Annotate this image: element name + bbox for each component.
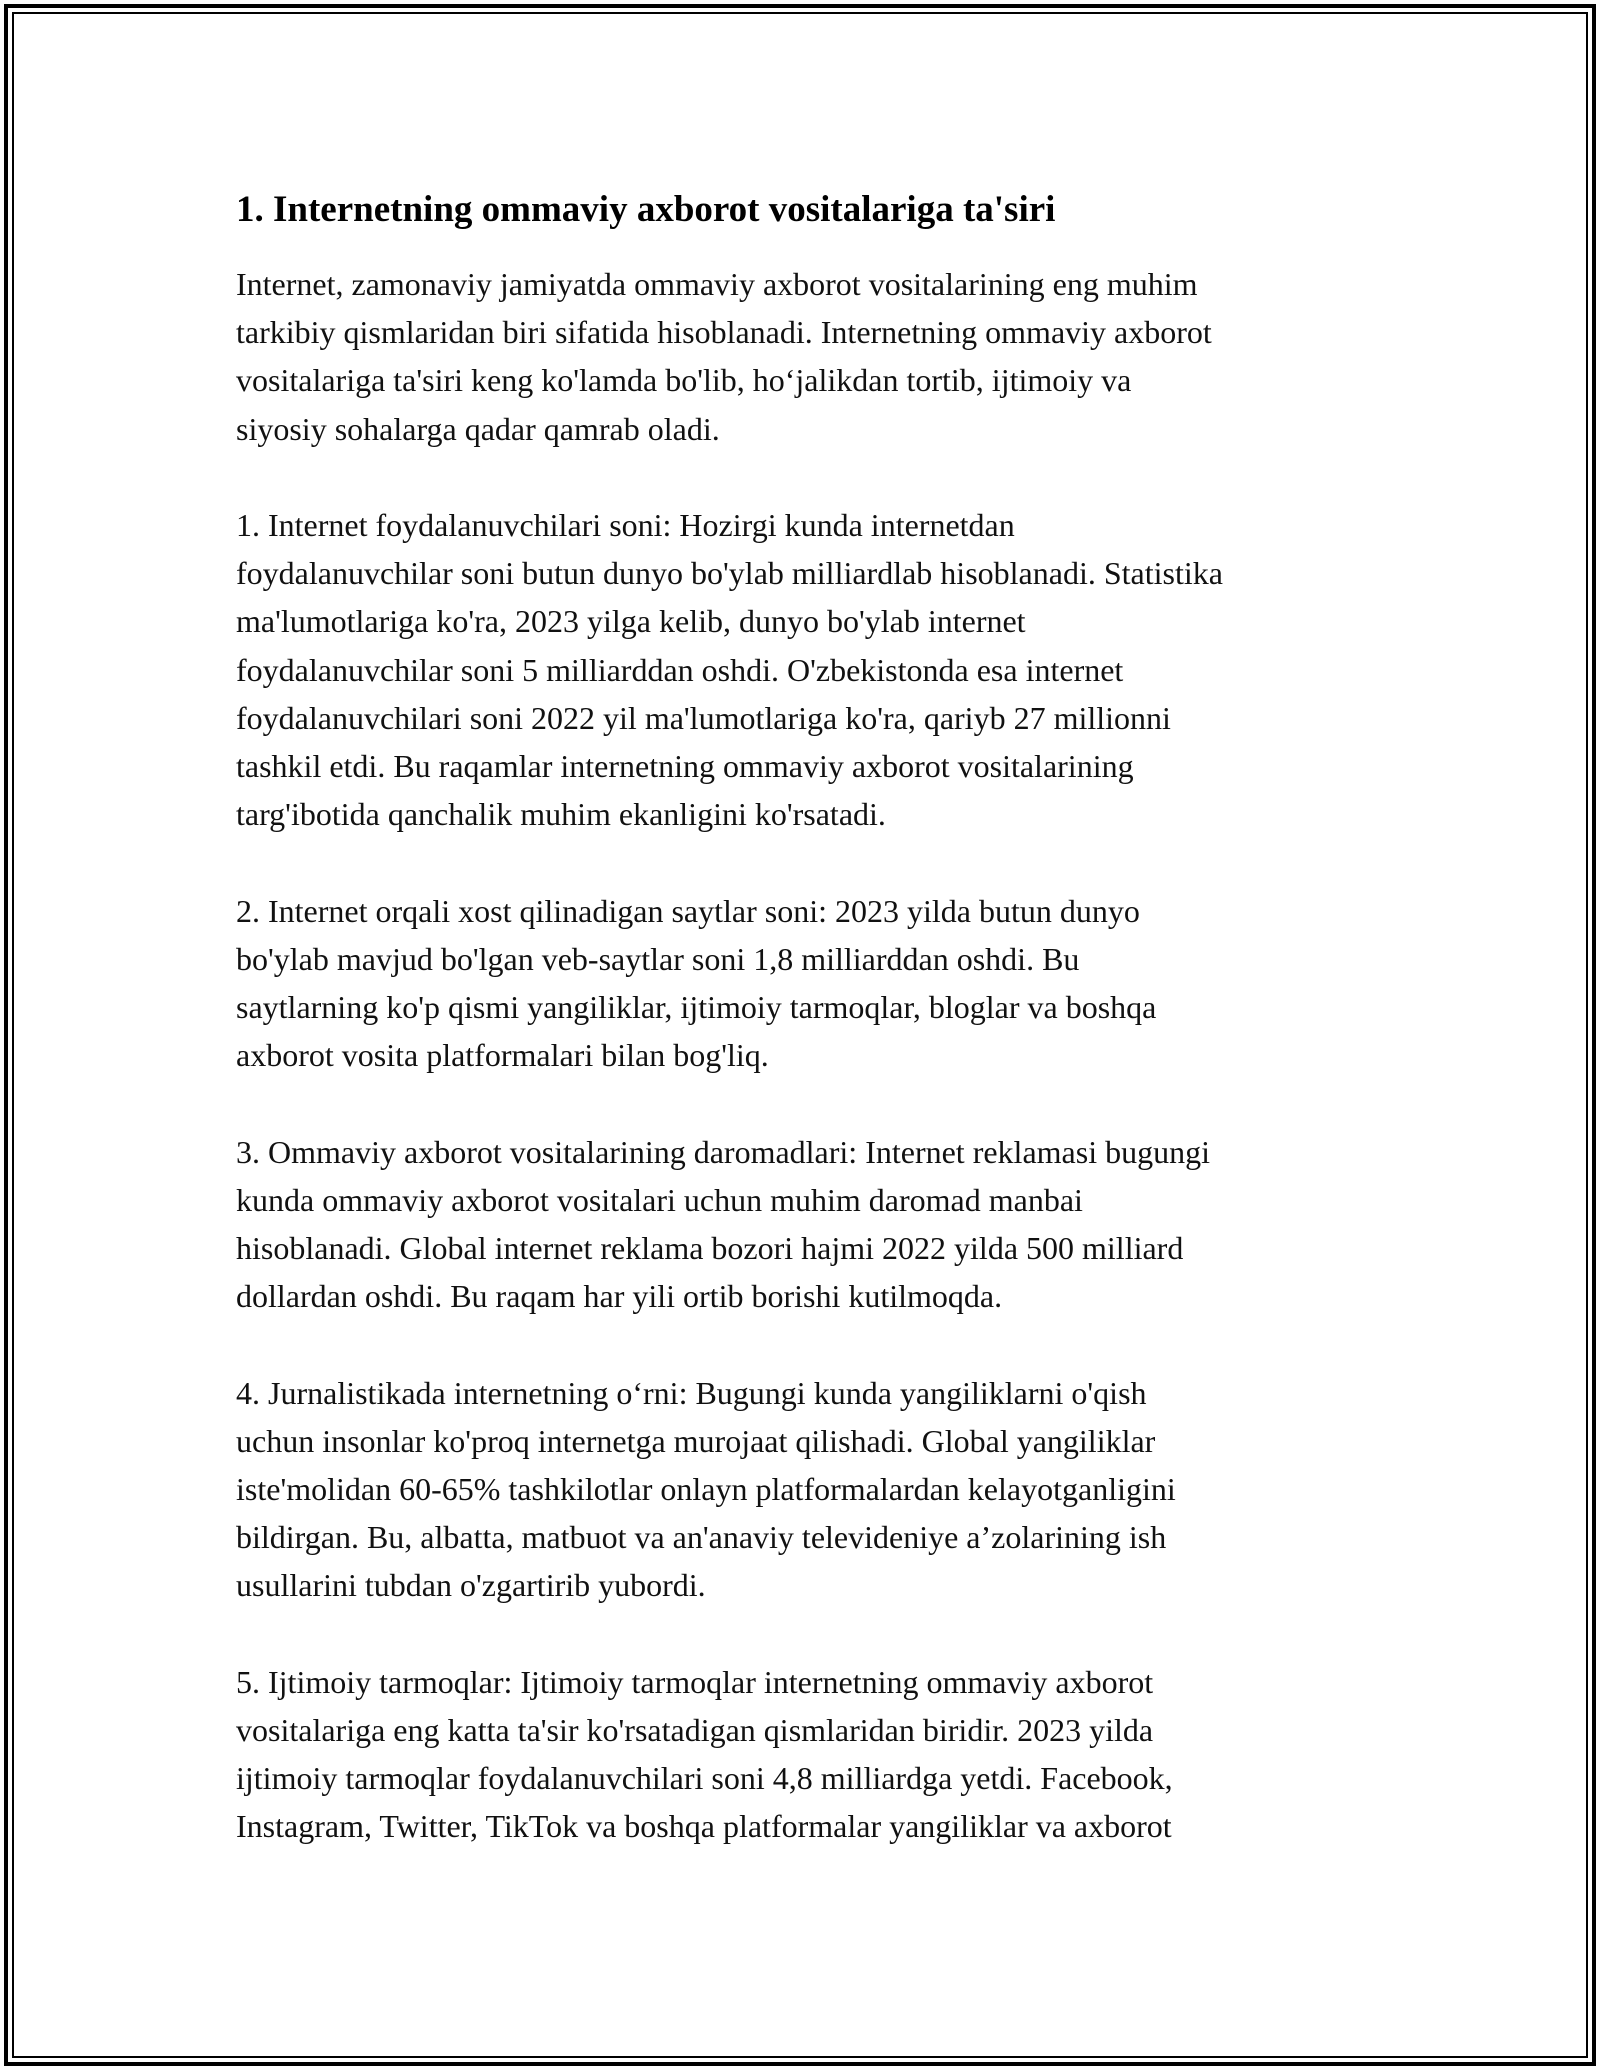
point-3-paragraph	[236, 1128, 1386, 1321]
paragraph-line: usullarini tubdan o'zgartirib yubordi.	[236, 1567, 706, 1604]
paragraph-line: ijtimoiy tarmoqlar foydalanuvchilari soni 4,8 milliardga yetdi. Facebook,	[236, 1760, 1173, 1797]
paragraph-line: vositalariga ta'siri keng ko'lamda bo'lib, ho‘jalikdan tortib, ijtimoiy va	[236, 362, 1132, 399]
paragraph-line: hisoblanadi. Global internet reklama bozori hajmi 2022 yilda 500 milliard	[236, 1230, 1184, 1267]
paragraph-line: dollardan oshdi. Bu raqam har yili ortib borishi kutilmoqda.	[236, 1278, 1003, 1315]
paragraph-line: foydalanuvchilar soni 5 milliarddan oshdi. O'zbekistonda esa internet	[236, 651, 1124, 688]
document-title: 1. Internetning ommaviy axborot vositalariga ta'siri	[236, 189, 1056, 230]
paragraph-line: 3. Ommaviy axborot vositalarining daromadlari: Internet reklamasi bugungi	[236, 1133, 1210, 1170]
paragraph-line: foydalanuvchilar soni butun dunyo bo'ylab milliardlab hisoblanadi. Statistika	[236, 555, 1223, 592]
paragraph-line: Instagram, Twitter, TikTok va boshqa platformalar yangiliklar va axborot	[236, 1808, 1172, 1845]
paragraph-line: 4. Jurnalistikada internetning o‘rni: Bugungi kunda yangiliklarni o'qish	[236, 1374, 1147, 1411]
intro-paragraph	[236, 260, 1386, 453]
paragraph-line: bildirgan. Bu, albatta, matbuot va an'anaviy televideniye a’zolarining ish	[236, 1519, 1167, 1556]
document-body	[236, 186, 1386, 1899]
paragraph-line: 5. Ijtimoiy tarmoqlar: Ijtimoiy tarmoqlar internetning ommaviy axborot	[236, 1663, 1154, 1700]
paragraph-line: tashkil etdi. Bu raqamlar internetning ommaviy axborot vositalarining	[236, 748, 1134, 785]
paragraph-line: tarkibiy qismlaridan biri sifatida hisoblanadi. Internetning ommaviy axborot	[236, 314, 1212, 351]
paragraph-line: saytlarning ko'p qismi yangiliklar, ijtimoiy tarmoqlar, bloglar va boshqa	[236, 989, 1157, 1026]
point-1-paragraph	[236, 501, 1386, 838]
paragraph-line: siyosiy sohalarga qadar qamrab oladi.	[236, 410, 720, 447]
paragraph-line: axborot vosita platformalari bilan bog'liq.	[236, 1037, 769, 1074]
paragraph-line: 1. Internet foydalanuvchilari soni: Hozirgi kunda internetdan	[236, 507, 1015, 543]
paragraph-line: 2. Internet orqali xost qilinadigan saytlar soni: 2023 yilda butun dunyo	[236, 892, 1140, 929]
paragraph-line: ma'lumotlariga ko'ra, 2023 yilga kelib, dunyo bo'ylab internet	[236, 603, 1026, 640]
paragraph-line: foydalanuvchilari soni 2022 yil ma'lumotlariga ko'ra, qariyb 27 millionni	[236, 699, 1171, 736]
paragraph-line: iste'molidan 60-65% tashkilotlar onlayn platformalardan kelayotganligini	[236, 1471, 1176, 1508]
paragraph-line: kunda ommaviy axborot vositalari uchun muhim daromad manbai	[236, 1181, 1083, 1218]
point-5-paragraph	[236, 1658, 1386, 1851]
point-4-paragraph	[236, 1369, 1386, 1610]
paragraph-line: targ'ibotida qanchalik muhim ekanligini ko'rsatadi.	[236, 796, 886, 833]
paragraph-line: vositalariga eng katta ta'sir ko'rsatadigan qismlaridan biridir. 2023 yilda	[236, 1712, 1154, 1749]
paragraph-line: bo'ylab mavjud bo'lgan veb-saytlar soni 1,8 milliarddan oshdi. Bu	[236, 940, 1080, 977]
paragraph-line: uchun insonlar ko'proq internetga murojaat qilishadi. Global yangiliklar	[236, 1422, 1156, 1459]
paragraph-line: Internet, zamonaviy jamiyatda ommaviy axborot vositalarining eng muhim	[236, 266, 1198, 302]
point-2-paragraph	[236, 887, 1386, 1080]
